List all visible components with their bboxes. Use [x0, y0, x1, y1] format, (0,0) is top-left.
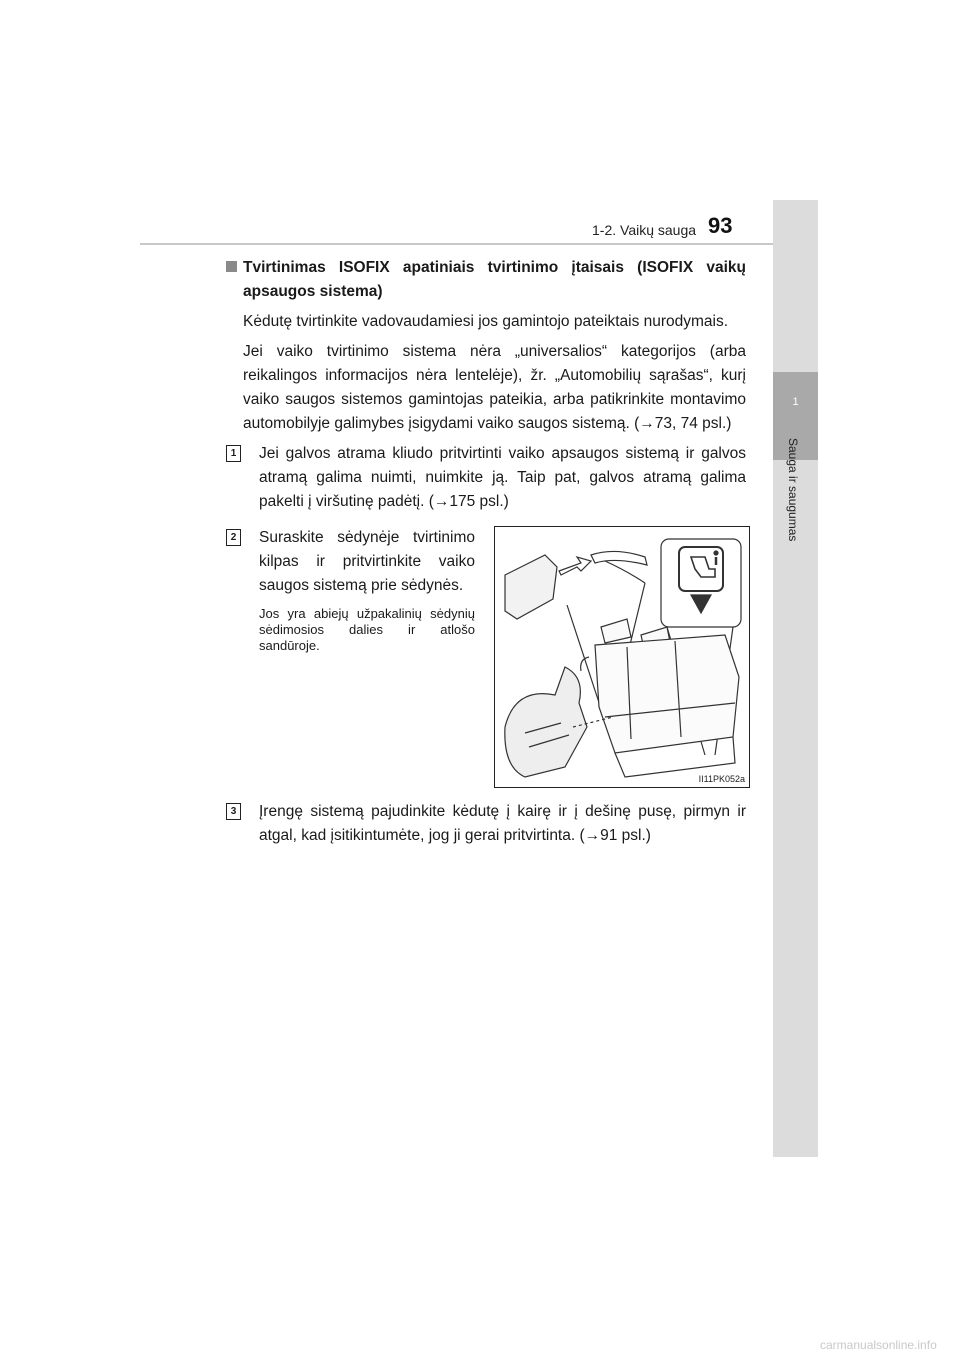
step-3-text: Įrengę sistemą pajudinkite kėdutę į kairę ir į dešinę pusę, pirmyn ir atgal, kad įsitikintumėte, jog ji gerai pritvirtinta. (→91 psl.) — [259, 803, 746, 844]
square-bullet-icon — [226, 261, 237, 272]
section-heading — [226, 256, 746, 304]
paragraph-2: Jei vaiko tvirtinimo sistema nėra „universalios“ kategorijos (arba reikalingos informacijos nėra lentelėje), žr. „Automobilių sąrašas“, kurį vaiko saugos sistemos gamintojas pateikia, arba patikrinkite montavimo automobilyje galimybes įsigydami vaiko saugos sistemą. (→73, 74 psl.) — [243, 343, 746, 432]
chapter-title: Sauga ir saugumas — [786, 438, 800, 542]
step-3-badge: 3 — [226, 803, 241, 820]
step-2 — [226, 526, 746, 794]
step-2-body — [259, 526, 475, 654]
page-content — [226, 256, 746, 848]
header-rule — [140, 243, 818, 245]
isofix-seat-illustration — [495, 527, 749, 787]
figure-code: II11PK052a — [698, 774, 745, 784]
chapter-side-tab — [773, 200, 818, 1157]
step-1-badge: 1 — [226, 445, 241, 462]
section-heading-text: Tvirtinimas ISOFIX apatiniais tvirtinimo įtaisais (ISOFIX vaikų apsaugos sistema) — [243, 259, 746, 300]
section-label: 1-2. Vaikų sauga — [592, 222, 697, 238]
step-1-text: Jei galvos atrama kliudo pritvirtinti vaiko apsaugos sistemą ir galvos atramą galima nuimti, nuimkite ją. Taip pat, galvos atramą galima pakelti į viršutinę padėtį. (→175 psl.) — [259, 445, 746, 510]
step-1 — [226, 442, 746, 514]
isofix-illustration — [494, 526, 750, 788]
step-2-badge: 2 — [226, 529, 241, 546]
watermark-link[interactable]: carmanualsonline.info — [820, 1338, 937, 1352]
paragraph-1: Kėdutę tvirtinkite vadovaudamiesi jos gamintojo pateiktais nurodymais. — [243, 313, 729, 330]
step-3 — [226, 800, 746, 848]
step-2-note: Jos yra abiejų užpakalinių sėdynių sėdimosios dalies ir atlošo sandūroje. — [259, 606, 475, 653]
step-2-text: Suraskite sėdynėje tvirtinimo kilpas ir pritvirtinkite vaiko saugos sistemą prie sėdynės. — [259, 529, 475, 594]
chapter-number: 1 — [792, 396, 799, 408]
page-number: 93 — [708, 213, 733, 238]
